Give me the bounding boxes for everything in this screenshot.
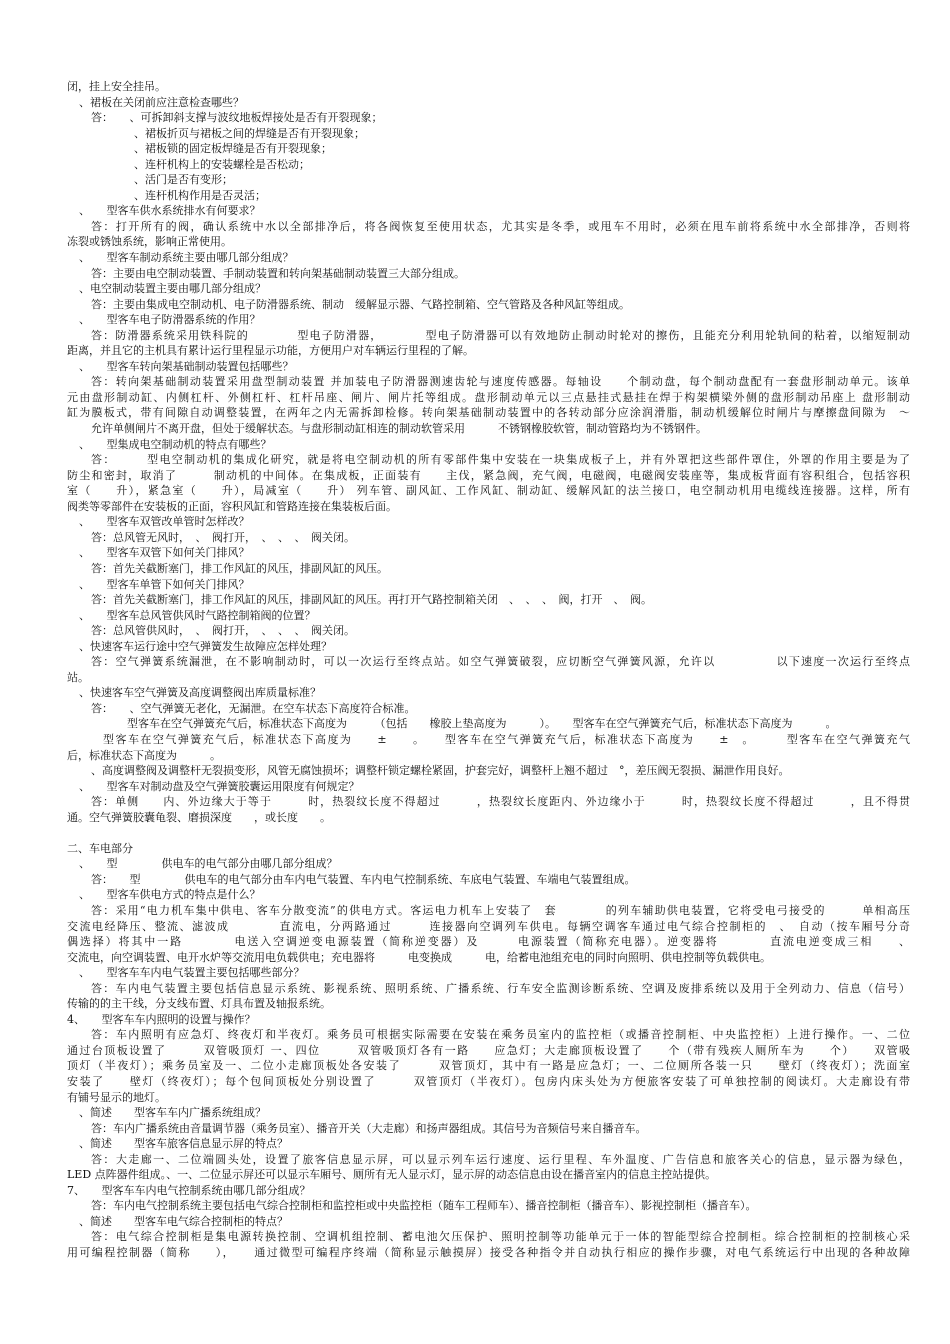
text-line: 、 型客车双管下如何关门排风？	[79, 546, 250, 560]
text-line: 阀类等零部件在安装板的正面，容积风缸和管路连接在集装板后面。	[67, 499, 397, 513]
text-line: 答：防滑器系统采用铁科院的 型电子防滑器， 型电子防滑器可以有效地防止制动时轮对的擦伤，且能充分利用轮轨间的粘着，以缩短制动	[91, 328, 910, 342]
text-line: 、连杆机构作用是否灵活；	[134, 188, 266, 202]
text-line: 、 型客车供水系统排水有何要求？	[79, 204, 261, 218]
text-line: 答：空气弹簧系统漏泄，在不影响制动时，可以一次运行至终点站。如空气弹簧破裂，应切断空气弹簧风源，允许以 以下速度一次运行至终点	[91, 655, 910, 669]
text-line: 、高度调整阀及调整杆无裂损变形，风管无腐蚀损坏；调整杆锁定螺栓紧固，护套完好，调整杆上翘不超过 °，差压阀无裂损、漏泄作用良好。	[91, 764, 790, 778]
text-line: 有铺号显示的地灯。	[67, 1090, 166, 1104]
text-line: 、 型客车总风管供风时气路控制箱阀的位置？	[79, 608, 316, 622]
text-line: 防尘和密封，取消了 制动机的中间体。在集成板，正面装有 主伐，紧急阀，充气阀，电磁阀，电磁阀安装座等，集成板背面有容积组合，包括容积	[67, 468, 910, 482]
text-line: 、简述 型客车旅客信息显示屏的特点？	[79, 1137, 288, 1151]
text-line: 、简述 型客车电气综合控制柜的特点？	[79, 1214, 288, 1228]
text-line: 、 型客车供电方式的特点是什么？	[79, 888, 261, 902]
text-line: 安装了 壁灯（终夜灯）；每个包间顶板处分别设置了 双管顶灯（半夜灯）。包房内床头处为方便旅客安装了可单独控制的阅读灯。大走廊设有带	[67, 1075, 910, 1088]
text-line: 答：主要由电空制动装置、手制动装置和转向架基础制动装置三大部分组成。	[91, 266, 465, 280]
text-line: 答：大走廊一、二位端圆头处，设置了旅客信息显示屏，可以显示列车运行速度、运行里程、车外温度、广告信息和旅客关心的信息，显示器为绿色，	[91, 1152, 910, 1166]
text-line: 交流电，向空调装置、电开水炉等交流用电负载供电；充电器将 电变换成 电，给蓄电池组充电的同时向照明、供电控制等负载供电。	[67, 950, 771, 964]
text-line: 答： 型 供电车的电气部分由车内电气装置、车内电气控制系统、车底电气装置、车端电气装置组成。	[91, 872, 636, 886]
text-line: 、 型客车单管下如何关门排风？	[79, 577, 250, 591]
text-line: 、 型客车制动系统主要由哪几部分组成？	[79, 251, 294, 265]
text-line: 缸为膜板式，带有间隙自动调整装置，在两年之内无需拆卸检修。转向架基础制动装置中的各转动部分应涂润滑脂，制动机缓解位时闸片与摩擦盘间隙为 ～	[67, 406, 910, 420]
text-line: 、裙板锁的固定板焊缝是否有开裂现象；	[134, 142, 332, 156]
text-line: 答： 型电空制动机的集成化研究，就是将电空制动机的所有零部件集中安装在一块集成板子上，并有外罩把这些部件罩住，外罩的作用主要是为了	[91, 453, 910, 467]
text-line: 通。空气弹簧胶囊龟裂、磨损深度 ，或长度 。	[67, 810, 331, 824]
text-line: 二、车电部分	[67, 841, 133, 855]
text-line: 距离，并且它的主机具有累计运行里程显示功能，方便用户对车辆运行里程的了解。	[67, 344, 474, 358]
text-line: 答：主要由集成电空制动机、电子防滑器系统、制动 缓解显示器、气路控制箱、空气管路及各种风缸等组成。	[91, 297, 630, 311]
text-line: 答：采用“电力机车集中供电、客车分散变流”的供电方式。客运电力机车上安装了 套 的列车辅助供电装置，它将受电弓接受的 单相高压	[91, 903, 910, 917]
text-line: LED 点阵器件组成。、一、二位显示屏还可以显示车厢号、厕所有无人显示灯，显示屏的动态信息由设在播音室内的信息主控站提供。	[67, 1168, 717, 1182]
text-line: 、 型客车双管改单管时怎样改？	[79, 515, 250, 529]
text-line: 、简述 型客车车内广播系统组成？	[79, 1106, 266, 1120]
text-line: 答：单侧 内、外边缘大于等于 时，热裂纹长度不得超过 ，热裂纹长度距内、外边缘小于 时，热裂纹长度不得超过 ，且不得贯	[91, 795, 910, 809]
text-line: 顶灯（半夜灯）；乘务员室及一、二位小走廊顶板处各安装了 双管顶灯，其中有一路是应急灯；一、二位厕所各装一只 壁灯（终夜灯）；洗面室	[67, 1059, 910, 1073]
text-line: 、 型客车电子防滑器系统的作用？	[79, 313, 261, 327]
text-line: 站。	[67, 670, 89, 684]
text-line: 冻裂或锈蚀系统，影响正常使用。	[67, 235, 232, 249]
text-line: 答： 、空气弹簧无老化，无漏泄。在空车状态下高度符合标准。	[91, 701, 416, 715]
text-line: 用可编程控制器（简称 ）， 通过微型可编程序终端（简称显示触摸屏）接受各种指令并自动执行相应的操作步骤，对电气系统运行中出现的各种故障	[67, 1246, 910, 1260]
text-line: 答：总风管供风时， 、 阀打开， 、 、 、 阀关闭。	[91, 624, 355, 638]
text-line: 4、 型客车车内照明的设置与操作？	[67, 1012, 256, 1026]
text-line: 室（ 升），紧急室（ 升），局减室（ 升） 列车管、副风缸、工作风缸、制动缸、缓解风缸的法兰接口，电空制动机用电缆线连接器。这样，所有	[67, 484, 910, 498]
text-line: 、活门是否有变形；	[134, 173, 233, 187]
text-line: 型客车在空气弹簧充气后，标准状态下高度为 ± 。 型客车在空气弹簧充气后，标准状态下高度为 ± 。 型客车在空气弹簧充气	[103, 732, 910, 746]
text-line: 答：车内照明有应急灯、终夜灯和半夜灯。乘务员可根据实际需要在安装在乘务员室内的监控柜（或播音控制柜、中央监控柜）上进行操作。一、二位	[91, 1028, 910, 1042]
text-line: 答：车内广播系统由音量调节器（乘务员室）、播音开关（大走廊）和扬声器组成。其信号为音频信号来自播音车。	[91, 1121, 647, 1135]
text-line: 答：车内电气控制系统主要包括电气综合控制柜和监控柜或中央监控柜（随车工程师车）、播音控制柜（播音车）、影视控制柜（播音车）。	[91, 1199, 757, 1213]
text-line: 闭，挂上安全挂吊。	[67, 80, 166, 93]
text-line: 、 型客车对制动盘及空气弹簧胶囊运用限度有何规定？	[79, 779, 360, 793]
text-line: 、裙板折页与裙板之间的焊缝是否有开裂现象；	[134, 126, 365, 140]
text-line: 、 型客车转向架基础制动装置包括哪些？	[79, 359, 294, 373]
text-line: 通过台顶板设置了 双管吸顶灯 一、四位 双管吸顶灯各有一路 应急灯；大走廊顶板设置了 个（带有残疾人厕所车为 个） 双管吸	[67, 1043, 910, 1057]
text-line: 元由盘形制动缸、内侧杠杆、外侧杠杆、杠杆吊座、闸片、闸片托等组成。盘形制动单元以三点悬挂式悬挂在焊于构架横梁外侧的盘形制动吊座上 盘形制动	[67, 390, 910, 404]
text-line: 后，标准状态下高度为 。	[67, 748, 221, 762]
text-line: 型客车在空气弹簧充气后，标准状态下高度为 （包括 橡胶上垫高度为 ）。 型客车在空气弹簧充气后，标准状态下高度为 。	[127, 717, 837, 731]
text-line: 交流电经降压、整流、滤波成 直流电，分两路通过 连接器向空调列车供电。每辆空调客车通过电气综合控制柜的 、 自动（按车厢号分奇	[67, 919, 910, 933]
text-line: 、连杆机构上的安装螺栓是否松动；	[134, 157, 310, 171]
text-line: 答：电气综合控制柜是集电源转换控制、空调机组控制、蓄电池欠压保护、照明控制等功能单元于一体的智能型综合控制柜。综合控制柜的控制核心采	[91, 1230, 910, 1244]
text-line: 、 型集成电空制动机的特点有哪些？	[79, 437, 272, 451]
text-line: 、 型客车车内电气装置主要包括哪些部分？	[79, 966, 305, 980]
text-line: 答：打开所有的阀，确认系统中水以全部排净后，将各阀恢复至使用状态，尤其实是冬季，或甩车不用时，必须在甩车前将系统中水全部排净，否则将	[91, 219, 910, 233]
text-line: 答：车内电气装置主要包括信息显示系统、影视系统、照明系统、广播系统、行车安全监测诊断系统、空调及废排系统以及用于全列动力、信息（信号）	[91, 981, 910, 995]
text-line: 答：转向架基础制动装置采用盘型制动装置 并加装电子防滑器测速齿轮与速度传感器。每轴设 个制动盘，每个制动盘配有一套盘形制动单元。该单	[91, 375, 910, 389]
text-line: 偶选择）将其中一路 电送入空调逆变电源装置（简称逆变器）及 电源装置（简称充电器）。逆变器将 直流电逆变成三相 、	[67, 935, 910, 949]
text-line	[67, 825, 910, 841]
text-line: 、裙板在关闭前应注意检查哪些？	[79, 95, 244, 109]
text-line: 答：首先关截断塞门，排工作风缸的风压，排副风缸的风压。	[91, 561, 388, 575]
text-line: 答：总风管无风时， 、 阀打开， 、 、 、 阀关闭。	[91, 530, 355, 544]
text-line: 、 型 供电车的电气部分由哪几部分组成？	[79, 857, 338, 871]
text-line: 答：首先关截断塞门，排工作风缸的风压，排副风缸的风压。再打开气路控制箱关闭 、 、 、 阀，打开 、 阀。	[91, 593, 652, 607]
text-line: 允许单侧闸片不离开盘，但处于缓解状态。与盘形制动缸相连的制动软管采用 不锈钢橡胶软管，制动管路均为不锈钢件。	[91, 422, 707, 436]
text-line: 、电空制动装置主要由哪几部分组成？	[79, 282, 266, 296]
text-line: 答： 、可拆卸斜支撑与波纹地板焊接处是否有开裂现象；	[91, 111, 383, 125]
text-line: 传输的的主干线，分支线布置、灯具布置及轴报系统。	[67, 997, 331, 1011]
text-line: 7、 型客车车内电气控制系统由哪几部分组成？	[67, 1183, 311, 1197]
text-line: 、快速客车运行途中空气弹簧发生故障应怎样处理？	[79, 639, 332, 653]
text-line: 、快速客车空气弹簧及高度调整阀出库质量标准？	[79, 686, 321, 700]
